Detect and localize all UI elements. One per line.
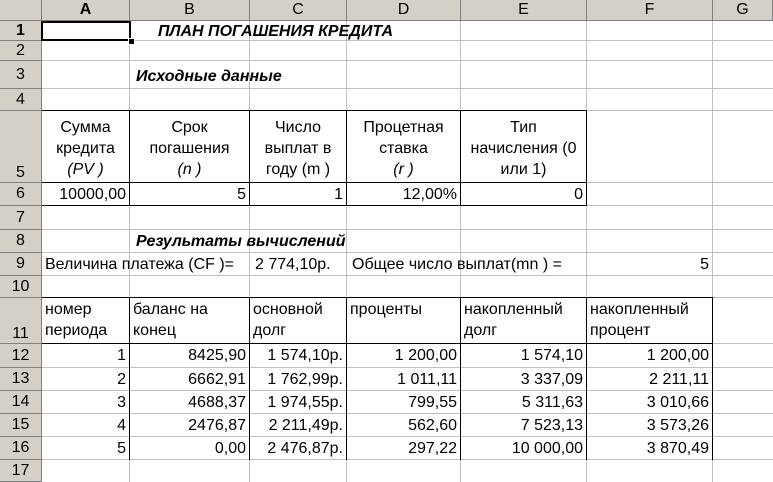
row-header-1[interactable]: 1 — [0, 21, 42, 41]
results-section-label: Результаты вычислений — [136, 232, 346, 250]
row-header-16[interactable]: 16 — [0, 437, 42, 460]
column-header-g[interactable]: G — [713, 0, 773, 21]
table-cell[interactable]: 0,00 — [214, 439, 246, 457]
row-header-5[interactable]: 5 — [0, 111, 42, 183]
row-header-13[interactable]: 13 — [0, 368, 42, 391]
table-border — [42, 205, 587, 206]
input-header-m[interactable]: Число выплат в году (m ) — [264, 118, 332, 178]
table-cell[interactable]: 5 311,63 — [521, 393, 583, 411]
table-cell[interactable]: 1 762,99р. — [267, 370, 343, 388]
table-cell[interactable]: 1 200,00 — [394, 347, 457, 364]
input-value-m[interactable]: 1 — [334, 185, 343, 203]
row-header-14[interactable]: 14 — [0, 391, 42, 414]
table-cell[interactable]: 1 574,10 — [520, 347, 583, 364]
row-header-2[interactable]: 2 — [0, 41, 42, 61]
table-cell[interactable]: 1 974,55р. — [267, 393, 343, 411]
row-header-9[interactable]: 9 — [0, 253, 42, 276]
schedule-header-cum-principal[interactable]: накопленный долг — [464, 301, 563, 339]
table-border — [42, 110, 587, 111]
row-header-7[interactable]: 7 — [0, 206, 42, 230]
schedule-header-balance[interactable]: баланс на конец — [133, 301, 208, 339]
table-cell[interactable]: 10 000,00 — [511, 439, 583, 457]
row-header-15[interactable]: 15 — [0, 414, 42, 437]
schedule-header-period[interactable]: номер периода — [45, 301, 108, 339]
table-cell[interactable]: 4 — [117, 416, 126, 434]
table-cell[interactable]: 3 010,66 — [646, 393, 709, 411]
table-cell[interactable]: 2 211,49р. — [268, 416, 343, 434]
input-value-r[interactable]: 12,00% — [402, 185, 457, 203]
active-cell-a1[interactable] — [41, 21, 131, 41]
table-cell[interactable]: 2 476,87р. — [267, 439, 343, 457]
schedule-header-interest[interactable]: проценты — [350, 301, 423, 318]
table-cell[interactable]: 3 870,49 — [646, 439, 709, 457]
table-cell[interactable]: 2 — [117, 370, 126, 388]
column-header-a[interactable]: A — [42, 0, 130, 21]
table-cell[interactable]: 799,55 — [408, 393, 457, 411]
row-header-10[interactable]: 10 — [0, 276, 42, 298]
row-header-11[interactable]: 11 — [0, 298, 42, 344]
gridline — [42, 459, 773, 460]
column-header-f[interactable]: F — [587, 0, 713, 21]
column-header-b[interactable]: B — [130, 0, 250, 21]
payment-value[interactable]: 2 774,10р. — [255, 255, 331, 273]
row-header-12[interactable]: 12 — [0, 344, 42, 368]
gridline — [42, 60, 773, 61]
table-cell[interactable]: 2476,87 — [188, 416, 246, 434]
schedule-header-principal[interactable]: основной долг — [253, 301, 323, 339]
gridline — [42, 275, 773, 276]
column-header-d[interactable]: D — [347, 0, 461, 21]
input-header-n[interactable]: Срок погашения (n ) — [149, 118, 230, 178]
table-cell[interactable]: 7 523,13 — [520, 416, 583, 434]
table-cell[interactable]: 1 011,11 — [397, 370, 457, 388]
column-header-c[interactable]: C — [250, 0, 347, 21]
table-border — [712, 297, 713, 460]
input-header-pv[interactable]: Сумма кредита (PV ) — [56, 118, 115, 178]
table-cell[interactable]: 1 574,10р. — [267, 347, 343, 364]
payment-label[interactable]: Величина платежа (CF )= — [45, 255, 234, 273]
total-payments-value[interactable]: 5 — [700, 255, 709, 273]
column-header-e[interactable]: E — [461, 0, 587, 21]
table-cell[interactable]: 297,22 — [408, 439, 457, 457]
row-header-4[interactable]: 4 — [0, 89, 42, 111]
row-header-17[interactable]: 17 — [0, 460, 42, 482]
table-cell[interactable]: 5 — [117, 439, 126, 457]
table-cell[interactable]: 1 — [117, 347, 126, 364]
input-header-r[interactable]: Процетная ставка (r ) — [363, 118, 444, 178]
table-cell[interactable]: 3 — [117, 393, 126, 411]
table-cell[interactable]: 6662,91 — [188, 370, 246, 388]
row-header-3[interactable]: 3 — [0, 61, 42, 89]
input-header-type[interactable]: Тип начисления (0 или 1) — [470, 118, 577, 178]
sheet-title: ПЛАН ПОГАШЕНИЯ КРЕДИТА — [158, 22, 394, 40]
table-border — [586, 110, 587, 206]
row-header-8[interactable]: 8 — [0, 230, 42, 253]
input-value-pv[interactable]: 10000,00 — [59, 185, 126, 203]
table-cell[interactable]: 3 337,09 — [520, 370, 583, 388]
total-payments-label[interactable]: Общее число выплат(mn ) = — [352, 255, 562, 273]
fill-handle[interactable] — [128, 38, 135, 45]
table-cell[interactable]: 562,60 — [408, 416, 457, 434]
select-all-corner[interactable] — [0, 0, 42, 21]
table-cell[interactable]: 3 573,26 — [646, 416, 709, 434]
table-cell[interactable]: 8425,90 — [188, 347, 246, 364]
input-value-n[interactable]: 5 — [237, 185, 246, 203]
table-cell[interactable]: 1 200,00 — [646, 347, 709, 364]
input-value-type[interactable]: 0 — [574, 185, 583, 203]
table-cell[interactable]: 4688,37 — [188, 393, 246, 411]
table-cell[interactable]: 2 211,11 — [649, 370, 709, 388]
schedule-header-cum-interest[interactable]: накопленный процент — [590, 301, 689, 339]
gridline — [42, 40, 773, 41]
input-section-label: Исходные данные — [136, 67, 282, 85]
row-header-6[interactable]: 6 — [0, 183, 42, 206]
